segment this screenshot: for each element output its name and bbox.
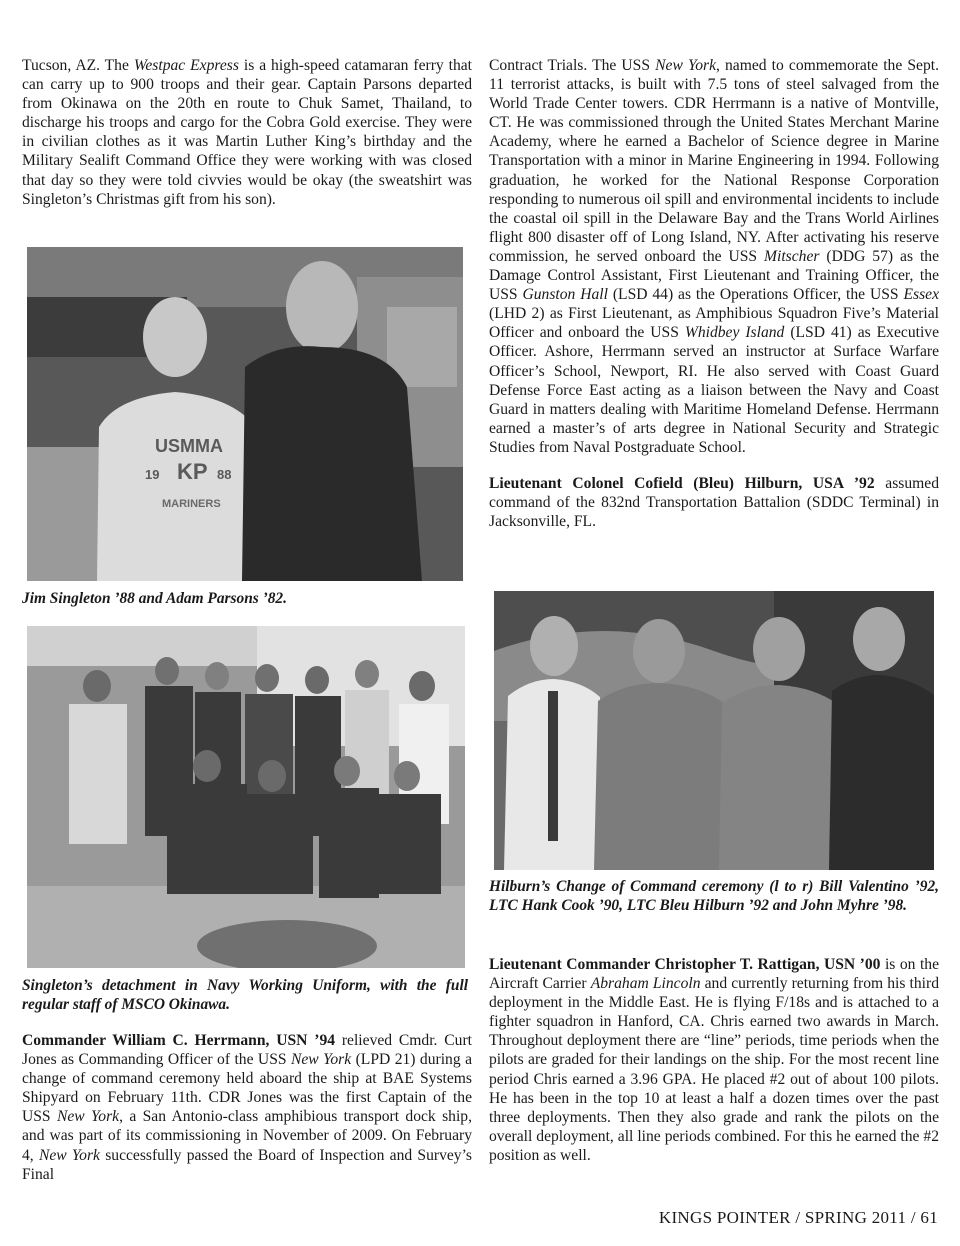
sweatshirt-text-mariners: MARINERS <box>162 498 221 510</box>
page-footer: KINGS POINTER / SPRING 2011 / 61 <box>658 1208 938 1227</box>
photo1-caption: Jim Singleton ’88 and Adam Parsons ’82. <box>22 590 287 607</box>
photo-msco-okinawa <box>27 626 465 968</box>
sweatshirt-text-88: 88 <box>217 467 232 482</box>
photo-singleton-parsons <box>27 247 463 581</box>
hilburn-paragraph: Lieutenant Colonel Cofield (Bleu) Hilburn, USA ’92 assumed command of the 832nd Transportation Battalion (SDDC Terminal) in Jacksonville, FL. <box>489 474 939 531</box>
rattigan-paragraph: Lieutenant Commander Christopher T. Rattigan, USN ’00 is on the Aircraft Carrier Abraham Lincoln and currently returning from his third deployment in the Middle East. He is flying F/18s and is attached to a fighter squadron in Hanford, CA. Chris earned two awards in March. Throughout deployment there are “line” periods, time periods when the pilots are graded for their landings on the ship. For the most recent line period Chris earned a 3.96 GPA. He placed #2 out of about 100 pilots. He has been in the top 10 at least a half a dozen times over the past three deployments. Then they also grade and rank the pilots on the overall deployment, all line periods combined. For this he earned the #2 position as well. <box>489 956 939 1164</box>
herrmann-paragraph: Commander William C. Herrmann, USN ’94 relieved Cmdr. Curt Jones as Commanding Officer of the USS New York (LPD 21) during a change of command ceremony held aboard the ship at BAE Systems Shipyard on February 11th. CDR Jones was the first Captain of the USS New York, a San Antonio-class amphibious transport dock ship, and was part of its commissioning in November of 2009. On February 4, New York successfully passed the Board of Inspection and Survey’s Final <box>22 1032 472 1183</box>
photo-hilburn-change-of-command <box>494 591 934 870</box>
continued-paragraph: Tucson, AZ. The Westpac Express is a high-speed catamaran ferry that can carry up to 900 troops and their gear. Captain Parsons departed from Okinawa on the 20th en route to Chuk Samet, Thailand, to discharge his troops and cargo for the Cobra Gold exercise. They were in civilian clothes as it was Martin Luther King’s birthday and the Military Sealift Command Office they were working with was closed that day so they were told civvies would be okay (the sweatshirt was Singleton’s Christmas gift from his son). <box>22 57 472 208</box>
sweatshirt-text-19: 19 <box>145 467 160 482</box>
rattigan-section <box>489 955 939 1165</box>
photo2-caption: Singleton’s detachment in Navy Working Uniform, with the full regular staff of MSCO Okinawa. <box>22 977 468 1013</box>
sweatshirt-text-kp: KP <box>177 459 208 484</box>
right-column <box>489 56 939 531</box>
left-column-top <box>22 56 472 209</box>
herrmann-paragraph-start <box>22 1031 472 1184</box>
sweatshirt-text-usmma: USMMA <box>155 436 223 456</box>
herrmann-paragraph-continued: Contract Trials. The USS New York, named to commemorate the Sept. 11 terrorist attacks, is built with 7.5 tons of steel salvaged from the World Trade Center towers. CDR Herrmann is a native of Montville, CT. He was commissioned through the United States Merchant Marine Academy, where he earned a Bachelor of Science degree in Marine Transportation with a minor in Marine Engineering in 1994. Following graduation, he worked for the National Response Corporation responding to numerous oil spill and environmental incidents to include the coastal oil spill in the Delaware Bay and the Trans World Airlines flight 800 disaster off of Long Island, NY. After activating his reserve commission, he served onboard the USS Mitscher (DDG 57) as the Damage Control Assistant, First Lieutenant and Training Officer, the USS Gunston Hall (LSD 44) as the Operations Officer, the USS Essex (LHD 2) as First Lieutenant, as Amphibious Squadron Five’s Material Officer and onboard the USS Whidbey Island (LSD 41) as Executive Officer. Ashore, Herrmann served an instructor at Surface Warfare Officer’s School, Newport, RI. He also served with Coast Guard Defense Force East acting as a liaison between the Navy and Coast Guard in matters dealing with Maritime Homeland Defense. Herrmann earned a master’s of arts degree in National Security and Strategic Studies from Naval Postgraduate School. <box>489 57 939 456</box>
photo3-caption: Hilburn’s Change of Command ceremony (l to r) Bill Valentino ’92, LTC Hank Cook ’90, LTC Bleu Hilburn ’92 and John Myhre ’98. <box>489 878 939 914</box>
